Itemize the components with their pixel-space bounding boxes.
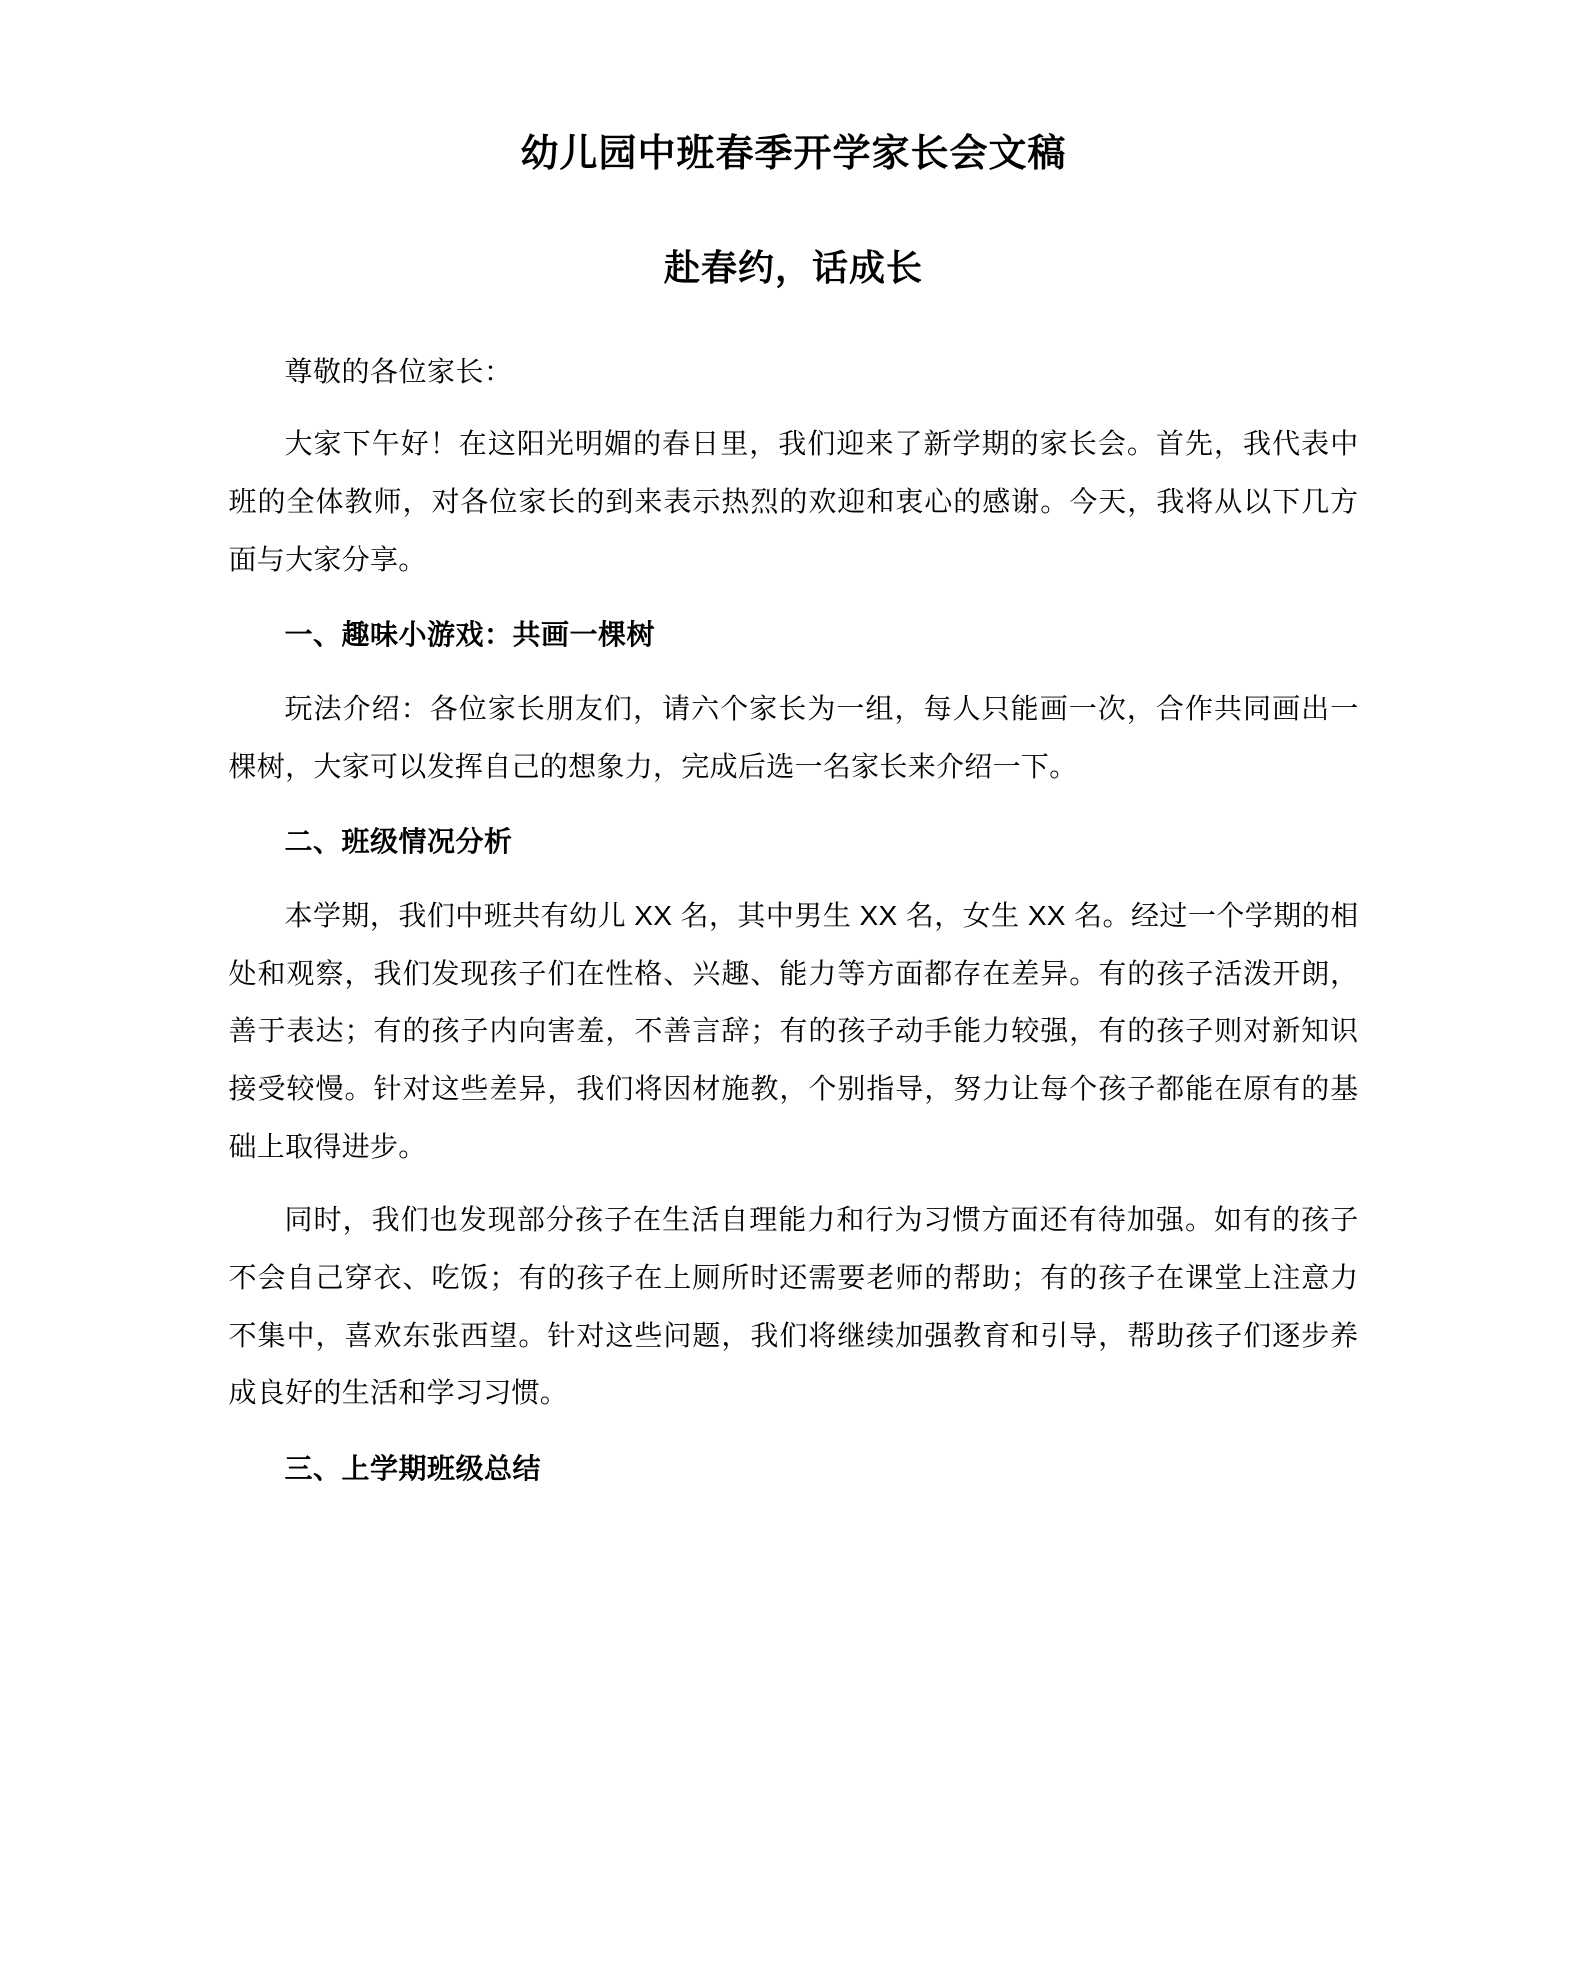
section-2-paragraph-1: 本学期，我们中班共有幼儿 XX 名，其中男生 XX 名，女生 XX 名。经过一个学期的相处和观察，我们发现孩子们在性格、兴趣、能力等方面都存在差异。有的孩子活泼开朗，善于表达；有的孩子内向害羞，不善言辞；有的孩子动手能力较强，有的孩子则对新知识接受较慢。针对这些差异，我们将因材施教，个别指导，努力让每个孩子都能在原有的基础上取得进步。 xyxy=(228,900,1359,1162)
page-title: 幼儿园中班春季开学家长会文稿 xyxy=(520,133,1067,175)
section-2-paragraph-2: 同时，我们也发现部分孩子在生活自理能力和行为习惯方面还有待加强。如有的孩子不会自己穿衣、吃饭；有的孩子在上厕所时还需要老师的帮助；有的孩子在课堂上注意力不集中，喜欢东张西望。针对这些问题，我们将继续加强教育和引导，帮助孩子们逐步养成良好的生活和学习习惯。 xyxy=(228,1204,1359,1409)
section-heading-3: 三、上学期班级总结 xyxy=(284,1453,542,1485)
opening-paragraph: 大家下午好！在这阳光明媚的春日里，我们迎来了新学期的家长会。首先，我代表中班的全体教师，对各位家长的到来表示热烈的欢迎和衷心的感谢。今天，我将从以下几方面与大家分享。 xyxy=(228,428,1359,575)
section-heading-1: 一、趣味小游戏：共画一棵树 xyxy=(284,619,656,651)
section-1-paragraph-1: 玩法介绍：各位家长朋友们，请六个家长为一组，每人只能画一次，合作共同画出一棵树，大家可以发挥自己的想象力，完成后选一名家长来介绍一下。 xyxy=(228,693,1359,782)
section-heading-2: 二、班级情况分析 xyxy=(284,826,513,858)
document-subtitle: 赴春约，话成长 xyxy=(663,247,923,289)
document-content xyxy=(229,0,1359,1498)
salutation: 尊敬的各位家长： xyxy=(284,355,513,387)
